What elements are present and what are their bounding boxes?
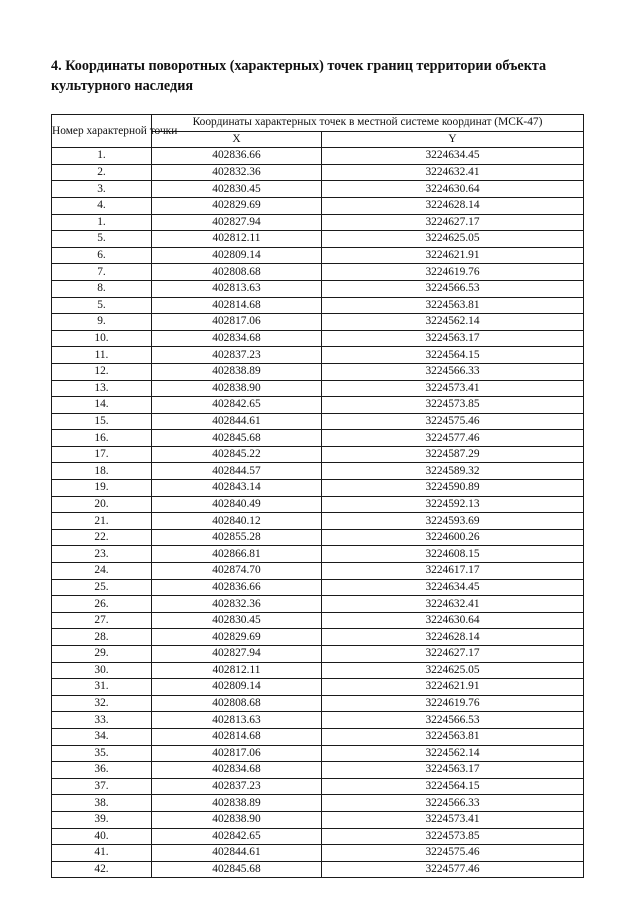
y-coordinate-cell: 3224573.85	[322, 828, 584, 845]
table-row	[52, 728, 584, 745]
point-number-cell: 26.	[52, 596, 152, 613]
x-coordinate-cell: 402836.66	[152, 579, 322, 596]
y-coordinate-cell: 3224562.14	[322, 314, 584, 331]
x-coordinate-cell: 402844.61	[152, 413, 322, 430]
point-number-cell: 37.	[52, 778, 152, 795]
x-coordinate-cell: 402834.68	[152, 330, 322, 347]
point-number-cell: 38.	[52, 795, 152, 812]
point-number-cell: 5.	[52, 231, 152, 248]
x-coordinate-cell: 402830.45	[152, 181, 322, 198]
y-coordinate-cell: 3224627.17	[322, 646, 584, 663]
x-coordinate-cell: 402840.49	[152, 496, 322, 513]
y-coordinate-cell: 3224575.46	[322, 845, 584, 862]
x-coordinate-cell: 402829.69	[152, 197, 322, 214]
point-number-cell: 33.	[52, 712, 152, 729]
x-coordinate-cell: 402813.63	[152, 280, 322, 297]
y-coordinate-cell: 3224621.91	[322, 679, 584, 696]
x-coordinate-cell: 402842.65	[152, 828, 322, 845]
table-row	[52, 662, 584, 679]
y-coordinate-cell: 3224632.41	[322, 164, 584, 181]
table-row	[52, 596, 584, 613]
table-row	[52, 778, 584, 795]
point-number-cell: 12.	[52, 363, 152, 380]
y-coordinate-cell: 3224628.14	[322, 629, 584, 646]
y-coordinate-cell: 3224566.33	[322, 795, 584, 812]
header-x: X	[152, 131, 322, 148]
point-number-cell: 41.	[52, 845, 152, 862]
table-row	[52, 413, 584, 430]
x-coordinate-cell: 402845.22	[152, 446, 322, 463]
y-coordinate-cell: 3224563.17	[322, 762, 584, 779]
x-coordinate-cell: 402817.06	[152, 314, 322, 331]
table-row	[52, 646, 584, 663]
table-row	[52, 695, 584, 712]
y-coordinate-cell: 3224566.53	[322, 712, 584, 729]
table-row	[52, 480, 584, 497]
table-row	[52, 380, 584, 397]
x-coordinate-cell: 402836.66	[152, 148, 322, 165]
point-number-cell: 17.	[52, 446, 152, 463]
point-number-cell: 1.	[52, 214, 152, 231]
table-row	[52, 148, 584, 165]
y-coordinate-cell: 3224628.14	[322, 197, 584, 214]
header-y: Y	[322, 131, 584, 148]
y-coordinate-cell: 3224621.91	[322, 247, 584, 264]
x-coordinate-cell: 402840.12	[152, 513, 322, 530]
y-coordinate-cell: 3224625.05	[322, 662, 584, 679]
point-number-cell: 34.	[52, 728, 152, 745]
y-coordinate-cell: 3224627.17	[322, 214, 584, 231]
x-coordinate-cell: 402832.36	[152, 596, 322, 613]
x-coordinate-cell: 402843.14	[152, 480, 322, 497]
x-coordinate-cell: 402832.36	[152, 164, 322, 181]
x-coordinate-cell: 402817.06	[152, 745, 322, 762]
y-coordinate-cell: 3224625.05	[322, 231, 584, 248]
table-row	[52, 314, 584, 331]
x-coordinate-cell: 402844.57	[152, 463, 322, 480]
table-row	[52, 347, 584, 364]
table-row	[52, 762, 584, 779]
x-coordinate-cell: 402808.68	[152, 695, 322, 712]
x-coordinate-cell: 402855.28	[152, 529, 322, 546]
point-number-cell: 36.	[52, 762, 152, 779]
table-row	[52, 861, 584, 878]
header-coordinates-group: Координаты характерных точек в местной системе координат (МСК-47)	[152, 115, 584, 132]
y-coordinate-cell: 3224575.46	[322, 413, 584, 430]
y-coordinate-cell: 3224573.85	[322, 397, 584, 414]
point-number-cell: 10.	[52, 330, 152, 347]
table-row	[52, 247, 584, 264]
x-coordinate-cell: 402845.68	[152, 861, 322, 878]
point-number-cell: 8.	[52, 280, 152, 297]
point-number-cell: 29.	[52, 646, 152, 663]
table-row	[52, 546, 584, 563]
table-row	[52, 563, 584, 580]
point-number-cell: 15.	[52, 413, 152, 430]
table-row	[52, 363, 584, 380]
point-number-cell: 42.	[52, 861, 152, 878]
y-coordinate-cell: 3224577.46	[322, 430, 584, 447]
point-number-cell: 6.	[52, 247, 152, 264]
table-row	[52, 712, 584, 729]
point-number-cell: 13.	[52, 380, 152, 397]
x-coordinate-cell: 402809.14	[152, 247, 322, 264]
table-row	[52, 181, 584, 198]
y-coordinate-cell: 3224592.13	[322, 496, 584, 513]
table-row	[52, 446, 584, 463]
table-row	[52, 214, 584, 231]
y-coordinate-cell: 3224563.17	[322, 330, 584, 347]
x-coordinate-cell: 402827.94	[152, 214, 322, 231]
x-coordinate-cell: 402834.68	[152, 762, 322, 779]
table-row	[52, 164, 584, 181]
point-number-cell: 23.	[52, 546, 152, 563]
point-number-cell: 19.	[52, 480, 152, 497]
y-coordinate-cell: 3224573.41	[322, 811, 584, 828]
point-number-cell: 7.	[52, 264, 152, 281]
y-coordinate-cell: 3224564.15	[322, 778, 584, 795]
point-number-cell: 32.	[52, 695, 152, 712]
point-number-cell: 20.	[52, 496, 152, 513]
x-coordinate-cell: 402842.65	[152, 397, 322, 414]
x-coordinate-cell: 402812.11	[152, 662, 322, 679]
point-number-cell: 5.	[52, 297, 152, 314]
point-number-cell: 28.	[52, 629, 152, 646]
table-row	[52, 811, 584, 828]
table-row	[52, 513, 584, 530]
x-coordinate-cell: 402814.68	[152, 297, 322, 314]
x-coordinate-cell: 402809.14	[152, 679, 322, 696]
x-coordinate-cell: 402829.69	[152, 629, 322, 646]
x-coordinate-cell: 402813.63	[152, 712, 322, 729]
y-coordinate-cell: 3224587.29	[322, 446, 584, 463]
table-row	[52, 463, 584, 480]
y-coordinate-cell: 3224634.45	[322, 148, 584, 165]
point-number-cell: 14.	[52, 397, 152, 414]
x-coordinate-cell: 402837.23	[152, 347, 322, 364]
coordinates-table	[51, 114, 584, 878]
y-coordinate-cell: 3224563.81	[322, 728, 584, 745]
x-coordinate-cell: 402838.89	[152, 363, 322, 380]
table-row	[52, 264, 584, 281]
point-number-cell: 18.	[52, 463, 152, 480]
table-row	[52, 612, 584, 629]
point-number-cell: 39.	[52, 811, 152, 828]
y-coordinate-cell: 3224619.76	[322, 264, 584, 281]
point-number-cell: 27.	[52, 612, 152, 629]
table-row	[52, 197, 584, 214]
point-number-cell: 40.	[52, 828, 152, 845]
y-coordinate-cell: 3224617.17	[322, 563, 584, 580]
point-number-cell: 16.	[52, 430, 152, 447]
x-coordinate-cell: 402830.45	[152, 612, 322, 629]
table-row	[52, 579, 584, 596]
point-number-cell: 2.	[52, 164, 152, 181]
y-coordinate-cell: 3224563.81	[322, 297, 584, 314]
y-coordinate-cell: 3224590.89	[322, 480, 584, 497]
table-row	[52, 828, 584, 845]
y-coordinate-cell: 3224573.41	[322, 380, 584, 397]
header-point-number: Номер характерной точки	[52, 115, 152, 148]
x-coordinate-cell: 402837.23	[152, 778, 322, 795]
point-number-cell: 4.	[52, 197, 152, 214]
point-number-cell: 21.	[52, 513, 152, 530]
y-coordinate-cell: 3224562.14	[322, 745, 584, 762]
table-row	[52, 629, 584, 646]
point-number-cell: 31.	[52, 679, 152, 696]
y-coordinate-cell: 3224577.46	[322, 861, 584, 878]
section-title: 4. Координаты поворотных (характерных) точек границ территории объекта культурного наследия	[51, 58, 547, 94]
y-coordinate-cell: 3224634.45	[322, 579, 584, 596]
x-coordinate-cell: 402808.68	[152, 264, 322, 281]
y-coordinate-cell: 3224600.26	[322, 529, 584, 546]
point-number-cell: 35.	[52, 745, 152, 762]
y-coordinate-cell: 3224589.32	[322, 463, 584, 480]
table-body	[52, 148, 584, 878]
point-number-cell: 3.	[52, 181, 152, 198]
point-number-cell: 25.	[52, 579, 152, 596]
x-coordinate-cell: 402838.89	[152, 795, 322, 812]
table-row	[52, 795, 584, 812]
y-coordinate-cell: 3224564.15	[322, 347, 584, 364]
table-row	[52, 231, 584, 248]
table-row	[52, 397, 584, 414]
table-row	[52, 529, 584, 546]
x-coordinate-cell: 402874.70	[152, 563, 322, 580]
x-coordinate-cell: 402838.90	[152, 811, 322, 828]
y-coordinate-cell: 3224566.33	[322, 363, 584, 380]
y-coordinate-cell: 3224593.69	[322, 513, 584, 530]
point-number-cell: 22.	[52, 529, 152, 546]
point-number-cell: 30.	[52, 662, 152, 679]
y-coordinate-cell: 3224619.76	[322, 695, 584, 712]
x-coordinate-cell: 402814.68	[152, 728, 322, 745]
y-coordinate-cell: 3224608.15	[322, 546, 584, 563]
point-number-cell: 11.	[52, 347, 152, 364]
table-row	[52, 745, 584, 762]
x-coordinate-cell: 402812.11	[152, 231, 322, 248]
table-row	[52, 297, 584, 314]
x-coordinate-cell: 402866.81	[152, 546, 322, 563]
table-row	[52, 679, 584, 696]
table-row	[52, 330, 584, 347]
y-coordinate-cell: 3224632.41	[322, 596, 584, 613]
x-coordinate-cell: 402838.90	[152, 380, 322, 397]
point-number-cell: 1.	[52, 148, 152, 165]
table-row	[52, 280, 584, 297]
point-number-cell: 9.	[52, 314, 152, 331]
y-coordinate-cell: 3224630.64	[322, 612, 584, 629]
x-coordinate-cell: 402845.68	[152, 430, 322, 447]
table-header	[52, 115, 584, 148]
table-row	[52, 496, 584, 513]
table-row	[52, 845, 584, 862]
table-row	[52, 430, 584, 447]
y-coordinate-cell: 3224630.64	[322, 181, 584, 198]
x-coordinate-cell: 402827.94	[152, 646, 322, 663]
y-coordinate-cell: 3224566.53	[322, 280, 584, 297]
point-number-cell: 24.	[52, 563, 152, 580]
x-coordinate-cell: 402844.61	[152, 845, 322, 862]
